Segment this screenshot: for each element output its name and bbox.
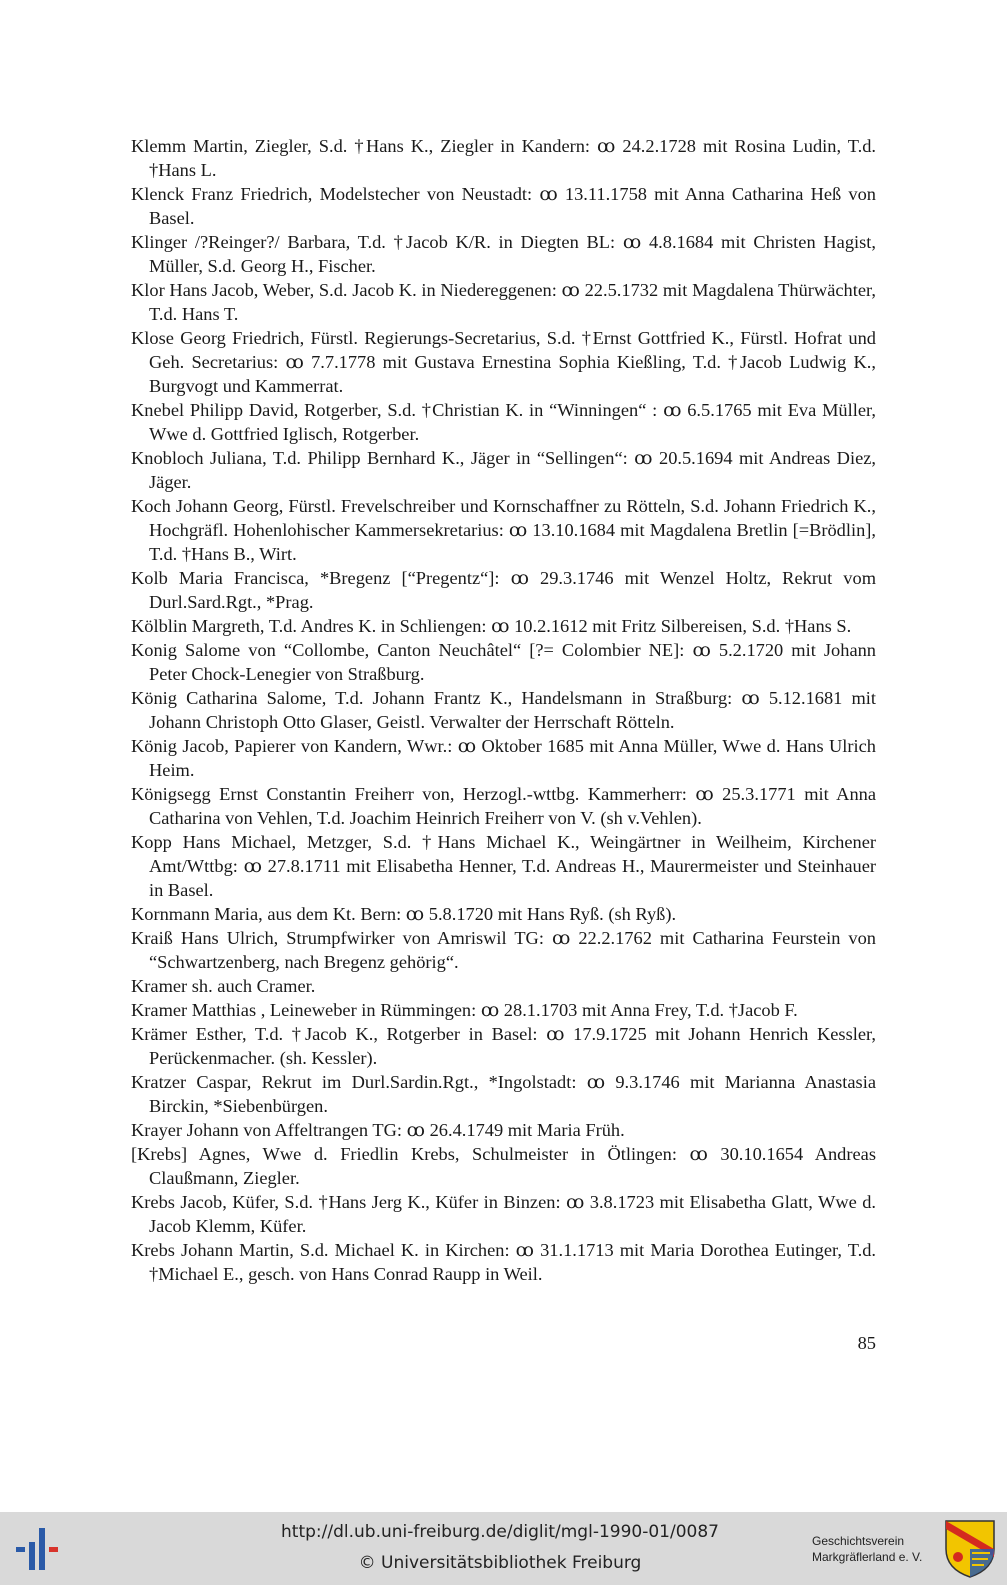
entry-kraiss-hans-ulrich: Kraiß Hans Ulrich, Strumpfwirker von Amriswil TG: ꝏ 22.2.1762 mit Catharina Feurstein von “Schwartzenberg, nach Bregenz gehörig“.	[131, 928, 876, 972]
society-name-line2: Markgräflerland e. V.	[812, 1550, 923, 1564]
entry-koenig-catharina-salome: König Catharina Salome, T.d. Johann Frantz K., Handelsmann in Straßburg: ꝏ 5.12.1681 mit Johann Christoph Otto Glaser, Geistl. Verwalter der Herrschaft Rötteln.	[131, 688, 876, 732]
entry-krebs-jacob: Krebs Jacob, Küfer, S.d. †Hans Jerg K., Küfer in Binzen: ꝏ 3.8.1723 mit Elisabetha Glatt, Wwe d. Jacob Klemm, Küfer.	[131, 1192, 876, 1236]
entry-kopp-hans-michael: Kopp Hans Michael, Metzger, S.d. †Hans Michael K., Weingärtner in Weilheim, Kirchener Amt/Wttbg: ꝏ 27.8.1711 mit Elisabetha Henner, T.d. Andreas H., Maurermeister und Steinhauer in Basel.	[131, 832, 876, 900]
society-name-line1: Geschichtsverein	[812, 1534, 905, 1548]
entry-kolb-maria-francisca: Kolb Maria Francisca, *Bregenz [“Pregentz“]: ꝏ 29.3.1746 mit Wenzel Holtz, Rekrut vom Durl.Sard.Rgt., *Prag.	[131, 568, 876, 612]
footer-url-link[interactable]: http://dl.ub.uni-freiburg.de/diglit/mgl-1990-01/0087	[281, 1522, 719, 1542]
footer-copyright: © Universitätsbibliothek Freiburg	[358, 1553, 642, 1573]
society-name[interactable]	[812, 1533, 930, 1565]
entry-konig-salome: Konig Salome von “Collombe, Canton Neuchâtel“ [?= Colombier NE]: ꝏ 5.2.1720 mit Johann Peter Chock-Lenegier von Straßburg.	[131, 640, 876, 684]
entry-krebs-johann-martin: Krebs Johann Martin, S.d. Michael K. in Kirchen: ꝏ 31.1.1713 mit Maria Dorothea Eutinger, T.d. †Michael E., gesch. von Hans Conrad Raupp in Weil.	[131, 1240, 876, 1284]
entry-koch-johann-georg: Koch Johann Georg, Fürstl. Frevelschreiber und Kornschaffner zu Rötteln, S.d. Johann Friedrich K., Hochgräfl. Hohenlohischer Kammersekretarius: ꝏ 13.10.1684 mit Magdalena Bretlin [=Brödlin], T.d. †Hans B., Wirt.	[131, 496, 876, 564]
entry-klenck-franz-friedrich: Klenck Franz Friedrich, Modelstecher von Neustadt: ꝏ 13.11.1758 mit Anna Catharina Heß von Basel.	[131, 184, 876, 228]
page-number: 85	[857, 1333, 876, 1353]
entry-koenig-jacob: König Jacob, Papierer von Kandern, Wwr.: ꝏ Oktober 1685 mit Anna Müller, Wwe d. Hans Ulrich Heim.	[131, 736, 876, 780]
entry-kraemer-esther: Krämer Esther, T.d. †Jacob K., Rotgerber in Basel: ꝏ 17.9.1725 mit Johann Henrich Kessler, Perückenmacher. (sh. Kessler).	[131, 1024, 876, 1068]
entry-klinger-barbara: Klinger /?Reinger?/ Barbara, T.d. †Jacob K/R. in Diegten BL: ꝏ 4.8.1684 mit Christen Hagist, Müller, S.d. Georg H., Fischer.	[131, 232, 876, 276]
entry-krebs-agnes: [Krebs] Agnes, Wwe d. Friedlin Krebs, Schulmeister in Ötlingen: ꝏ 30.10.1654 Andreas Claußmann, Ziegler.	[131, 1144, 876, 1188]
entry-kramer-matthias: Kramer Matthias , Leineweber in Rümmingen: ꝏ 28.1.1703 mit Anna Frey, T.d. †Jacob F.	[131, 1000, 798, 1020]
entry-koenigsegg-ernst-constantin: Königsegg Ernst Constantin Freiherr von, Herzogl.-wttbg. Kammerherr: ꝏ 25.3.1771 mit Anna Catharina von Vehlen, T.d. Joachim Heinrich Freiherr von V. (sh v.Vehlen).	[131, 784, 876, 828]
entry-klose-georg-friedrich: Klose Georg Friedrich, Fürstl. Regierungs-Secretarius, S.d. †Ernst Gottfried K., Fürstl. Hofrat und Geh. Secretarius: ꝏ 7.7.1778 mit Gustava Ernestina Sophia Kießling, T.d. †Jacob Ludwig K., Burgvogt und Kammerrat.	[131, 328, 876, 396]
entry-koelblin-margreth: Kölblin Margreth, T.d. Andres K. in Schliengen: ꝏ 10.2.1612 mit Fritz Silbereisen, S.d. †Hans S.	[131, 616, 852, 636]
entry-klor-hans-jacob: Klor Hans Jacob, Weber, S.d. Jacob K. in Niedereggenen: ꝏ 22.5.1732 mit Magdalena Thürwächter, T.d. Hans T.	[131, 280, 876, 324]
entry-krayer-johann: Krayer Johann von Affeltrangen TG: ꝏ 26.4.1749 mit Maria Früh.	[131, 1120, 625, 1140]
entry-knebel-philipp-david: Knebel Philipp David, Rotgerber, S.d. †Christian K. in “Winningen“ : ꝏ 6.5.1765 mit Eva Müller, Wwe d. Gottfried Iglisch, Rotgerber.	[131, 400, 876, 444]
entry-klemm-martin: Klemm Martin, Ziegler, S.d. †Hans K., Ziegler in Kandern: ꝏ 24.2.1728 mit Rosina Ludin, T.d. †Hans L.	[131, 136, 876, 180]
document-body	[131, 134, 876, 1286]
coat-of-arms-icon[interactable]	[944, 1519, 996, 1579]
footer-bar	[0, 1512, 1007, 1585]
entry-kornmann-maria: Kornmann Maria, aus dem Kt. Bern: ꝏ 5.8.1720 mit Hans Ryß. (sh Ryß).	[131, 904, 677, 924]
entry-kratzer-caspar: Kratzer Caspar, Rekrut im Durl.Sardin.Rgt., *Ingolstadt: ꝏ 9.3.1746 mit Marianna Anastasia Birckin, *Siebenbürgen.	[131, 1072, 876, 1116]
entry-kramer-see-also: Kramer sh. auch Cramer.	[131, 976, 316, 996]
ub-freiburg-logo-icon[interactable]	[14, 1524, 66, 1574]
entry-knobloch-juliana: Knobloch Juliana, T.d. Philipp Bernhard K., Jäger in “Sellingen“: ꝏ 20.5.1694 mit Andreas Diez, Jäger.	[131, 448, 876, 492]
